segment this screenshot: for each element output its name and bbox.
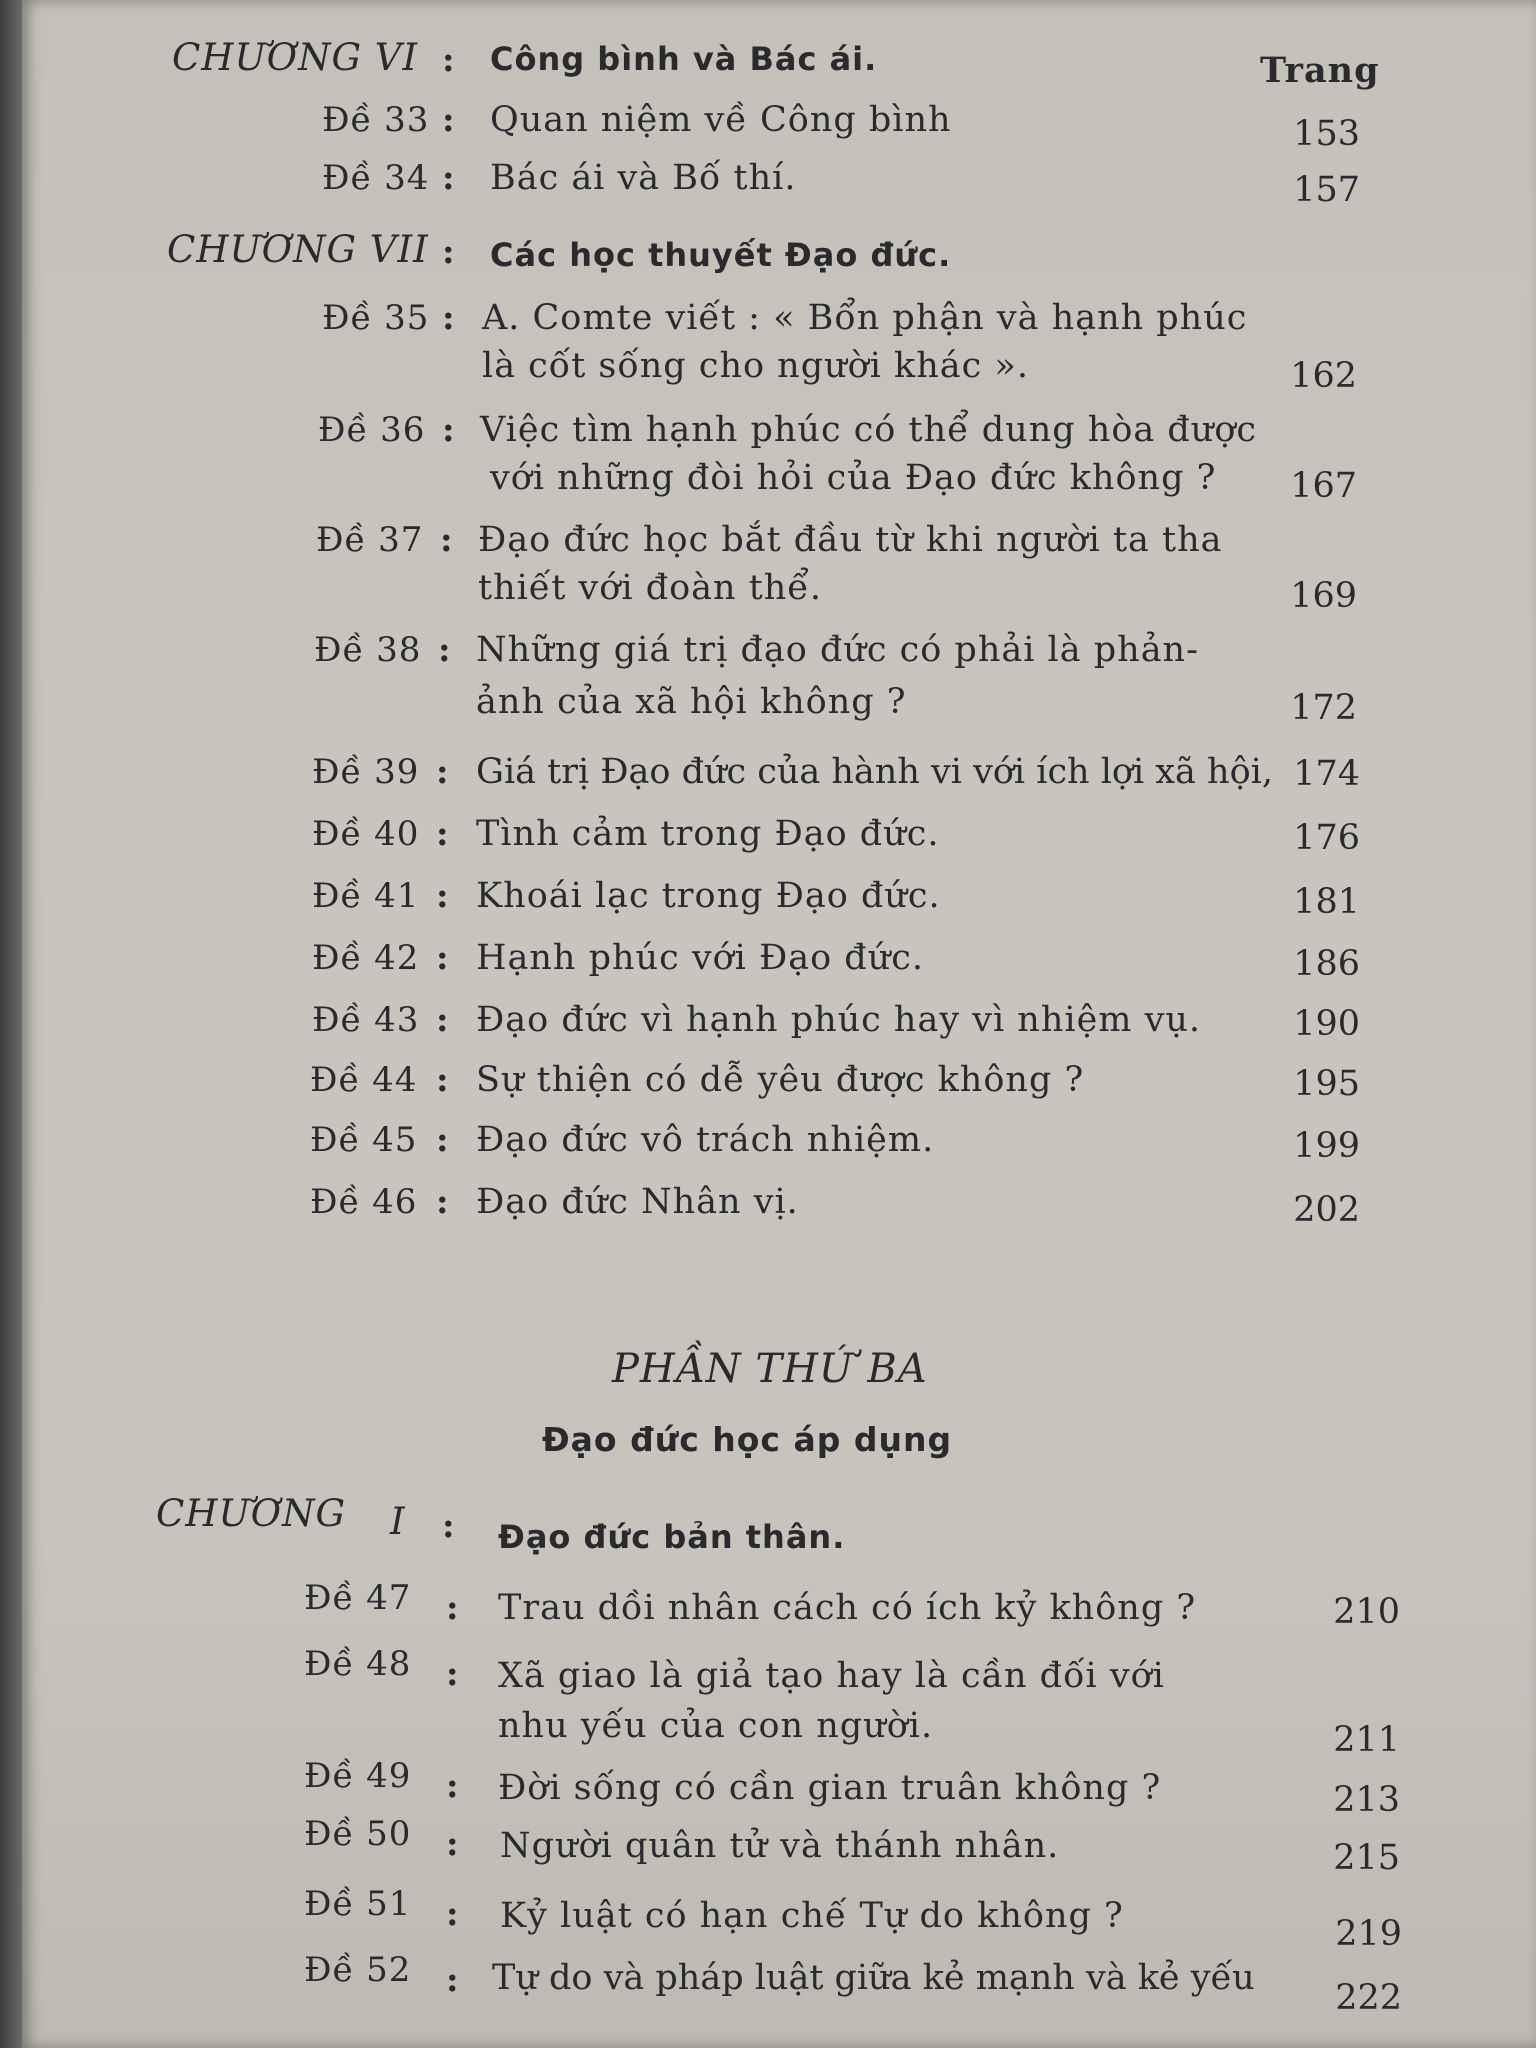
entry-page: 222 bbox=[1335, 1978, 1402, 2018]
entry-colon: : bbox=[436, 938, 449, 978]
entry-label: Đề 35 bbox=[322, 298, 430, 338]
entry-colon: : bbox=[446, 1588, 459, 1628]
entry-page: 176 bbox=[1293, 818, 1360, 858]
entry-label: Đề 52 bbox=[304, 1950, 412, 1990]
entry-label: Đề 34 bbox=[322, 158, 430, 198]
entry-title: Đạo đức Nhân vị. bbox=[476, 1182, 799, 1222]
entry-title: Hạnh phúc với Đạo đức. bbox=[476, 938, 924, 978]
entry-title: Sự thiện có dễ yêu được không ? bbox=[476, 1060, 1085, 1100]
entry-title-cont: ảnh của xã hội không ? bbox=[476, 682, 907, 722]
entry-colon: : bbox=[440, 520, 453, 560]
entry-colon: : bbox=[442, 298, 455, 338]
entry-page: 167 bbox=[1290, 466, 1357, 506]
entry-label: Đề 36 bbox=[318, 410, 426, 450]
book-spine bbox=[0, 0, 22, 2048]
entry-label: Đề 49 bbox=[304, 1756, 412, 1796]
entry-title: Những giá trị đạo đức có phải là phản- bbox=[476, 630, 1199, 670]
entry-label: Đề 40 bbox=[312, 814, 420, 854]
entry-colon: : bbox=[446, 1960, 459, 2000]
entry-page: 157 bbox=[1293, 170, 1360, 210]
entry-label: Đề 43 bbox=[312, 1000, 420, 1040]
trang-label: Trang bbox=[1260, 50, 1380, 91]
entry-colon: : bbox=[446, 1894, 459, 1934]
entry-label: Đề 45 bbox=[310, 1120, 418, 1160]
entry-colon: : bbox=[442, 158, 455, 198]
entry-colon: : bbox=[436, 814, 449, 854]
entry-colon: : bbox=[446, 1824, 459, 1864]
part-three-subtitle: Đạo đức học áp dụng bbox=[542, 1420, 953, 1459]
chapter-vii-title: Các học thuyết Đạo đức. bbox=[490, 236, 952, 274]
entry-title: Kỷ luật có hạn chế Tự do không ? bbox=[500, 1896, 1124, 1936]
entry-page: 153 bbox=[1293, 114, 1360, 154]
entry-label: Đề 33 bbox=[322, 100, 430, 140]
entry-label: Đề 50 bbox=[304, 1814, 412, 1854]
entry-label: Đề 47 bbox=[304, 1578, 412, 1618]
chapter-vii-label: CHƯƠNG VII bbox=[167, 228, 429, 271]
entry-title: Giá trị Đạo đức của hành vi với ích lợi xã hội, bbox=[476, 752, 1273, 792]
book-page bbox=[22, 0, 1536, 2048]
entry-colon: : bbox=[436, 876, 449, 916]
entry-title: Tình cảm trong Đạo đức. bbox=[476, 814, 940, 854]
entry-title: Người quân tử và thánh nhân. bbox=[500, 1826, 1060, 1866]
entry-label: Đề 44 bbox=[310, 1060, 418, 1100]
entry-title-cont: với những đòi hỏi của Đạo đức không ? bbox=[490, 458, 1217, 498]
entry-title: Việc tìm hạnh phúc có thể dung hòa được bbox=[480, 410, 1258, 450]
entry-page: 162 bbox=[1290, 356, 1357, 396]
entry-title: Đạo đức vì hạnh phúc hay vì nhiệm vụ. bbox=[476, 1000, 1202, 1040]
entry-page: 215 bbox=[1333, 1838, 1400, 1878]
entry-label: Đề 37 bbox=[316, 520, 424, 560]
entry-title: Quan niệm về Công bình bbox=[490, 100, 952, 140]
entry-page: 195 bbox=[1293, 1064, 1360, 1104]
entry-label: Đề 51 bbox=[304, 1884, 412, 1924]
entry-colon: : bbox=[436, 1120, 449, 1160]
entry-colon: : bbox=[442, 100, 455, 140]
entry-colon: : bbox=[436, 1060, 449, 1100]
entry-colon: : bbox=[446, 1654, 459, 1694]
entry-page: 213 bbox=[1333, 1780, 1400, 1820]
entry-label: Đề 38 bbox=[314, 630, 422, 670]
entry-title: Đạo đức học bắt đầu từ khi người ta tha bbox=[478, 520, 1223, 560]
entry-page: 211 bbox=[1333, 1720, 1400, 1760]
entry-page: 174 bbox=[1293, 754, 1360, 794]
entry-label: Đề 41 bbox=[312, 876, 420, 916]
entry-page: 169 bbox=[1290, 576, 1357, 616]
entry-title-cont: thiết với đoàn thể. bbox=[478, 568, 822, 608]
entry-title-cont: nhu yếu của con người. bbox=[498, 1706, 934, 1746]
entry-title: Tự do và pháp luật giữa kẻ mạnh và kẻ yếu bbox=[492, 1958, 1255, 1998]
chapter-i-title: Đạo đức bản thân. bbox=[498, 1518, 846, 1556]
entry-label: Đề 39 bbox=[312, 752, 420, 792]
entry-colon: : bbox=[436, 752, 449, 792]
part-three-title: PHẦN THỨ BA bbox=[612, 1346, 928, 1392]
chapter-vi-colon: : bbox=[442, 40, 455, 80]
entry-colon: : bbox=[436, 1182, 449, 1222]
chapter-vi-title: Công bình và Bác ái. bbox=[490, 40, 878, 78]
entry-title: Khoái lạc trong Đạo đức. bbox=[476, 876, 941, 916]
entry-title: Đạo đức vô trách nhiệm. bbox=[476, 1120, 935, 1160]
entry-page: 199 bbox=[1293, 1126, 1360, 1166]
chapter-vii-colon: : bbox=[442, 232, 455, 272]
entry-title: Đời sống có cần gian truân không ? bbox=[498, 1768, 1162, 1808]
entry-colon: : bbox=[446, 1766, 459, 1806]
entry-page: 202 bbox=[1293, 1190, 1360, 1230]
entry-page: 181 bbox=[1293, 882, 1360, 922]
entry-colon: : bbox=[442, 410, 455, 450]
entry-title: Bác ái và Bố thí. bbox=[490, 158, 797, 198]
entry-colon: : bbox=[438, 630, 451, 670]
entry-label: Đề 48 bbox=[304, 1644, 412, 1684]
entry-title: A. Comte viết : « Bổn phận và hạnh phúc bbox=[482, 298, 1248, 338]
entry-label: Đề 42 bbox=[312, 938, 420, 978]
entry-label: Đề 46 bbox=[310, 1182, 418, 1222]
entry-page: 186 bbox=[1293, 944, 1360, 984]
chapter-vi-label: CHƯƠNG VI bbox=[172, 36, 419, 79]
chapter-i-label: CHƯƠNG bbox=[156, 1492, 347, 1535]
chapter-i-numeral: I bbox=[390, 1500, 406, 1543]
entry-title: Trau dồi nhân cách có ích kỷ không ? bbox=[498, 1588, 1197, 1628]
entry-page: 219 bbox=[1335, 1914, 1402, 1954]
chapter-i-colon: : bbox=[442, 1506, 455, 1546]
entry-page: 190 bbox=[1293, 1004, 1360, 1044]
entry-title-cont: là cốt sống cho người khác ». bbox=[482, 346, 1029, 386]
entry-title: Xã giao là giả tạo hay là cần đối với bbox=[498, 1656, 1165, 1696]
entry-page: 210 bbox=[1333, 1592, 1400, 1632]
entry-page: 172 bbox=[1290, 688, 1357, 728]
entry-colon: : bbox=[436, 1000, 449, 1040]
